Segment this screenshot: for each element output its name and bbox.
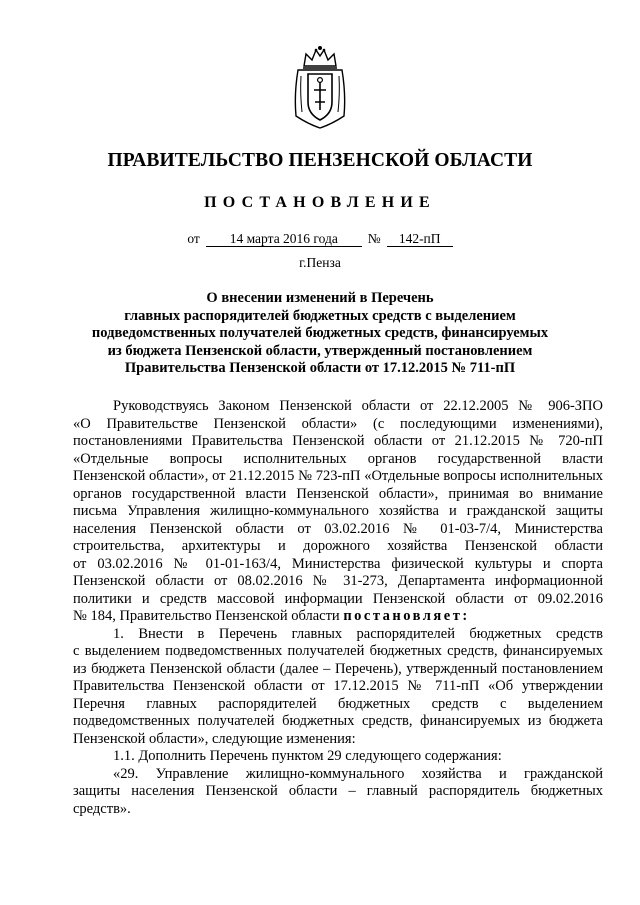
heading-line: подведомственных получателей бюджетных средств, финансируемых bbox=[91, 325, 549, 342]
body-line: из бюджета Пензенской области (далее – Перечень), утвержденный постановлением bbox=[73, 660, 603, 677]
body-line: Пензенской области», от 21.12.2015 № 723-пП «Отдельные вопросы исполнительных bbox=[73, 468, 603, 484]
document-date: 14 марта 2016 года bbox=[206, 231, 362, 247]
document-heading bbox=[60, 290, 580, 378]
body-line: Пензенской области», следующие изменения: bbox=[73, 730, 356, 747]
heading-line: главных распорядителей бюджетных средств с выделением bbox=[124, 307, 516, 324]
body-line: строительства, архитектуры и дорожного хозяйства Пензенской области bbox=[73, 538, 603, 554]
government-title: ПРАВИТЕЛЬСТВО ПЕНЗЕНСКОЙ ОБЛАСТИ bbox=[107, 150, 533, 171]
body-line: Правительства Пензенской области от 17.12.2015 № 711-пП «Об утверждении bbox=[73, 678, 603, 694]
body-line: Руководствуясь Законом Пензенской области от 22.12.2005 № 906-ЗПО bbox=[113, 398, 603, 414]
body-line: Пензенской области от 08.02.2016 № 31-273, Департамента информационной bbox=[73, 573, 603, 589]
coat-of-arms-icon bbox=[288, 44, 352, 130]
body-line: постановлениями Правительства Пензенской области от 21.12.2015 № 720-пП bbox=[73, 433, 603, 449]
body-line: с выделением подведомственных получателей бюджетных средств, финансируемых bbox=[73, 643, 603, 659]
body-line: политики и средств массовой информации Пензенской области от 09.02.2016 bbox=[73, 590, 603, 607]
document-body bbox=[73, 398, 603, 818]
body-line: «Отдельные вопросы исполнительных органов государственной власти bbox=[73, 450, 603, 467]
from-label: от bbox=[187, 231, 200, 246]
body-line: подведомственных получателей бюджетных средств, финансируемых из бюджета bbox=[73, 713, 603, 729]
body-line: от 03.02.2016 № 01-01-163/4, Министерства физической культуры и спорта bbox=[73, 555, 603, 572]
body-line: средств». bbox=[73, 800, 131, 817]
document-number: 142-пП bbox=[387, 231, 453, 247]
body-line: 1. Внести в Перечень главных распорядителей бюджетных средств bbox=[113, 625, 603, 642]
number-label: № bbox=[367, 231, 381, 246]
body-line: письма Управления жилищно-коммунального хозяйства и гражданской защиты bbox=[73, 503, 603, 519]
body-text: № 184, Правительство Пензенской области bbox=[73, 608, 340, 624]
heading-line: О внесении изменений в Перечень bbox=[206, 290, 434, 306]
decree-action: постановляет: bbox=[343, 608, 470, 624]
date-number-line bbox=[0, 231, 640, 247]
heading-line: Правительства Пензенской области от 17.12.2015 № 711-пП bbox=[124, 360, 516, 377]
heading-line: из бюджета Пензенской области, утвержденный постановлением bbox=[107, 342, 533, 359]
body-line: Перечня главных распорядителей бюджетных средств с выделением bbox=[73, 695, 603, 712]
body-line: 1.1. Дополнить Перечень пунктом 29 следующего содержания: bbox=[113, 748, 502, 764]
body-line: «О Правительстве Пензенской области» (с последующими изменениями), bbox=[73, 415, 603, 432]
document-type: ПОСТАНОВЛЕНИЕ bbox=[204, 194, 436, 211]
body-line: органов государственной власти Пензенской области», принимая во внимание bbox=[73, 485, 603, 502]
body-line: «29. Управление жилищно-коммунального хозяйства и гражданской bbox=[113, 765, 603, 782]
body-line bbox=[73, 608, 603, 626]
body-line: населения Пензенской области от 03.02.2016 № 01-03-7/4, Министерства bbox=[73, 520, 603, 537]
body-line: защиты населения Пензенской области – главный распорядитель бюджетных bbox=[73, 783, 603, 799]
city: г.Пенза bbox=[299, 255, 341, 270]
